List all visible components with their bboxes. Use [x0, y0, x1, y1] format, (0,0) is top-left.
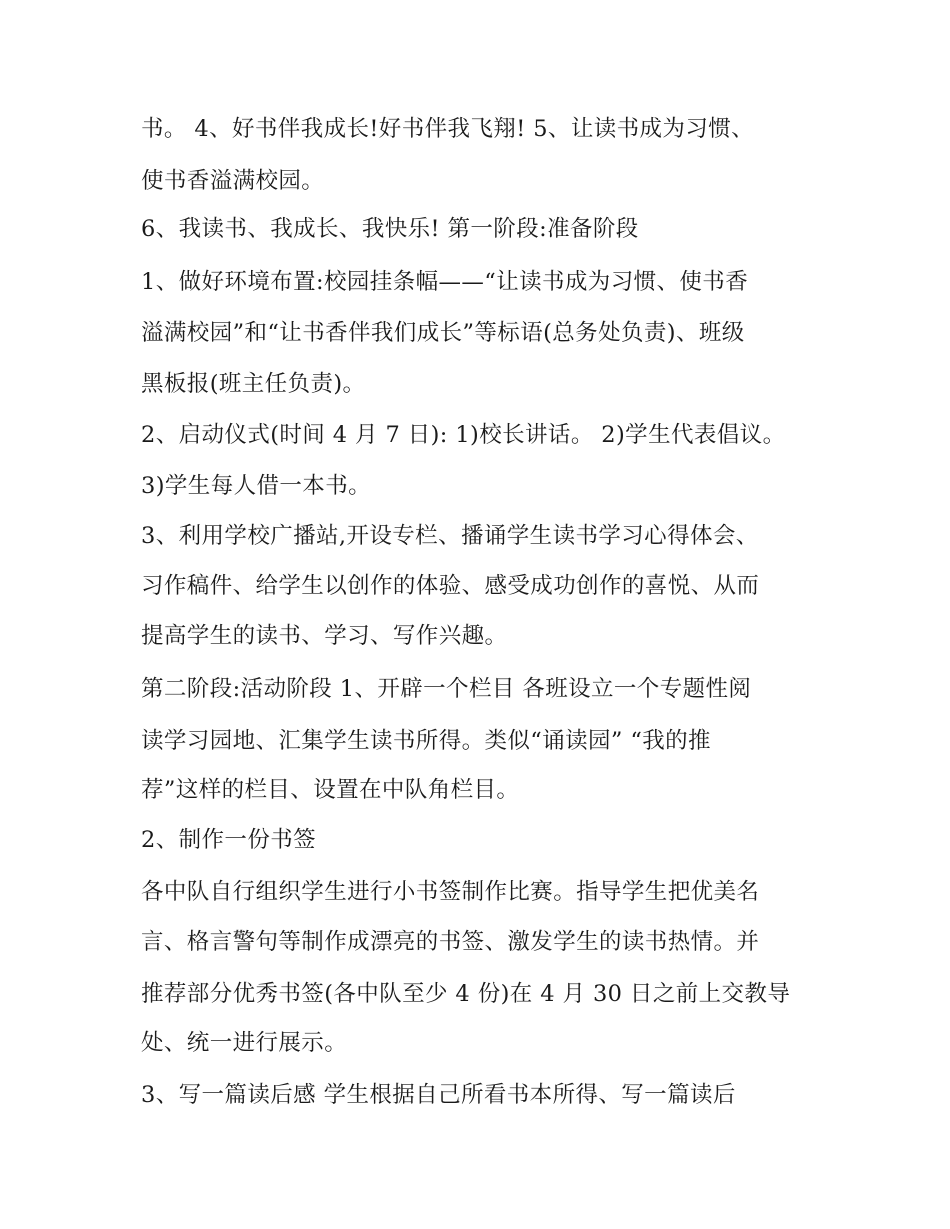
text-line: 黑板报(班主任负责)。	[141, 371, 366, 397]
text-line: 第二阶段:活动阶段 1、开辟一个栏目 各班设立一个专题性阅	[141, 676, 752, 702]
text-line: 使书香溢满校园。	[141, 168, 325, 194]
text-line: 推荐部分优秀书签(各中队至少 4 份)在 4 月 30 日之前上交教导	[141, 981, 791, 1007]
text-line: 处、统一进行展示。	[141, 1030, 348, 1056]
text-line: 习作稿件、给学生以创作的体验、感受成功创作的喜悦、从而	[141, 573, 760, 599]
text-line: 3、写一篇读后感 学生根据自己所看书本所得、写一篇读后	[141, 1082, 736, 1108]
text-line: 3)学生每人借一本书。	[141, 473, 371, 499]
text-line: 荐”这样的栏目、设置在中队角栏目。	[141, 777, 520, 803]
text-line: 1、做好环境布置:校园挂条幅——“让读书成为习惯、使书香	[141, 269, 749, 295]
text-line: 提高学生的读书、学习、写作兴趣。	[141, 623, 508, 649]
text-line: 溢满校园”和“让书香伴我们成长”等标语(总务处负责)、班级	[141, 320, 745, 346]
text-line: 读学习园地、汇集学生读书所得。类似“诵读园” “我的推	[141, 728, 711, 754]
text-line: 6、我读书、我成长、我快乐! 第一阶段:准备阶段	[141, 216, 639, 242]
text-line: 各中队自行组织学生进行小书签制作比赛。指导学生把优美名	[141, 879, 760, 905]
text-line: 书。 4、好书伴我成长!好书伴我飞翔! 5、让读书成为习惯、	[141, 116, 755, 142]
text-line: 言、格言警句等制作成漂亮的书签、激发学生的读书热情。并	[141, 929, 760, 955]
text-line: 2、制作一份书签	[141, 827, 317, 853]
text-line: 2、启动仪式(时间 4 月 7 日): 1)校长讲话。 2)学生代表倡议。	[141, 422, 786, 448]
text-line: 3、利用学校广播站,开设专栏、播诵学生读书学习心得体会、	[141, 523, 759, 549]
